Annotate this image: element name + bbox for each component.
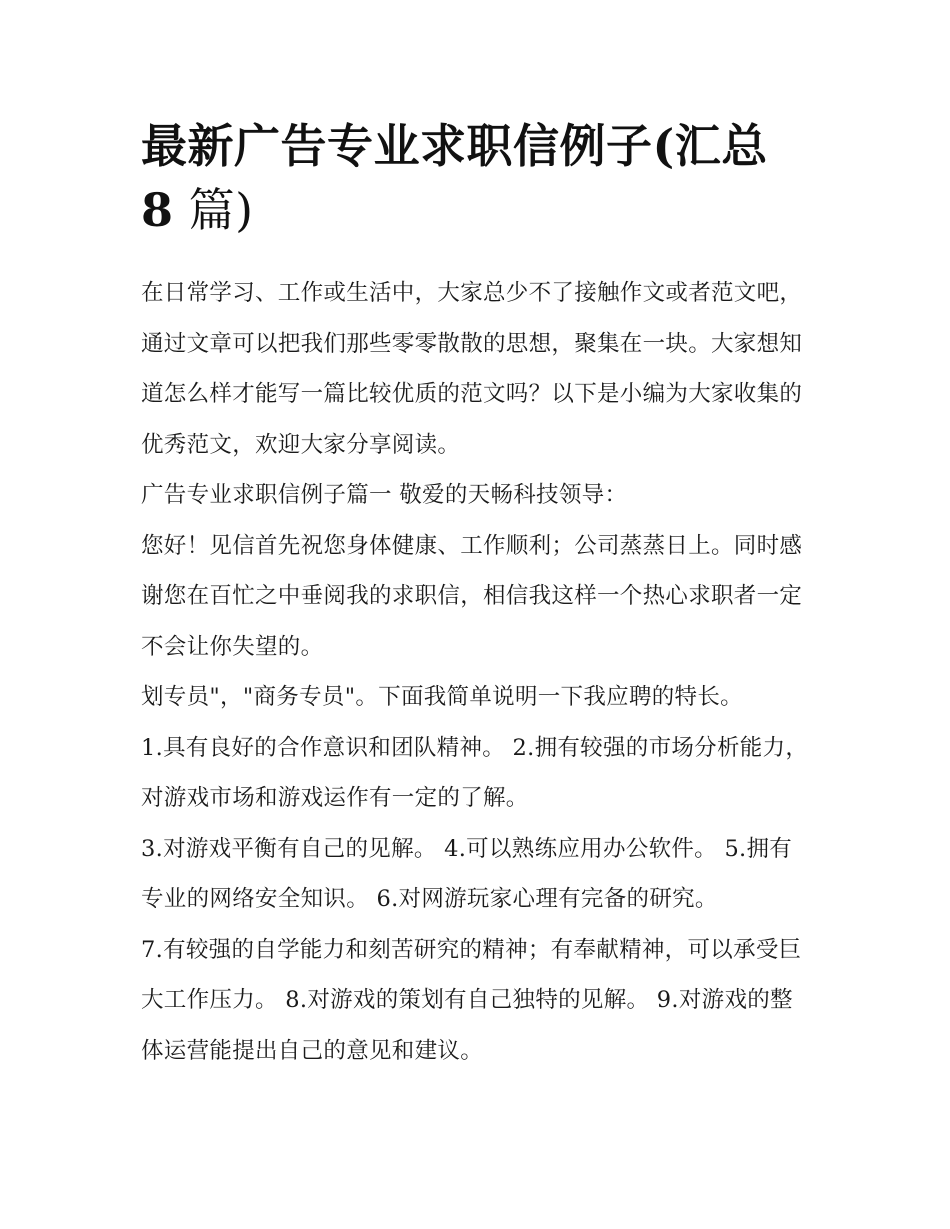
strengths-paragraph-3: 7.有较强的自学能力和刻苦研究的精神；有奉献精神，可以承受巨大工作压力。 8.对游戏的策划有自己独特的见解。 9.对游戏的整体运营能提出自己的意见和建议。 [141,936,802,1064]
document-title [141,114,813,242]
document-body [141,268,813,1076]
section-heading-paragraph: 广告专业求职信例子篇一 敬爱的天畅科技领导： [141,482,628,508]
strengths-paragraph-1: 1.具有良好的合作意识和团队精神。 2.拥有较强的市场分析能力，对游戏市场和游戏运作有一定的了解。 [141,734,809,811]
title-line-2-rest: 篇) [188,183,254,237]
strengths-paragraph-2: 3.对游戏平衡有自己的见解。 4.可以熟练应用办公软件。 5.拥有专业的网络安全知识。 6.对网游玩家心理有完备的研究。 [141,835,793,912]
title-line-1: 最新广告专业求职信例子(汇总 [141,119,768,173]
title-number: 8 [141,183,174,237]
intro-paragraph: 在日常学习、工作或生活中，大家总少不了接触作文或者范文吧，通过文章可以把我们那些零零散散的思想，聚集在一块。大家想知道怎么样才能写一篇比较优质的范文吗？以下是小编为大家收集的优秀范文，欢迎大家分享阅读。 [141,280,803,458]
greeting-paragraph: 您好！见信首先祝您身体健康、工作顺利；公司蒸蒸日上。同时感谢您在百忙之中垂阅我的求职信，相信我这样一个热心求职者一定不会让你失望的。 [141,532,803,660]
position-paragraph: 划专员"，"商务专员"。下面我简单说明一下我应聘的特长。 [141,684,743,710]
document-content [141,114,813,1076]
